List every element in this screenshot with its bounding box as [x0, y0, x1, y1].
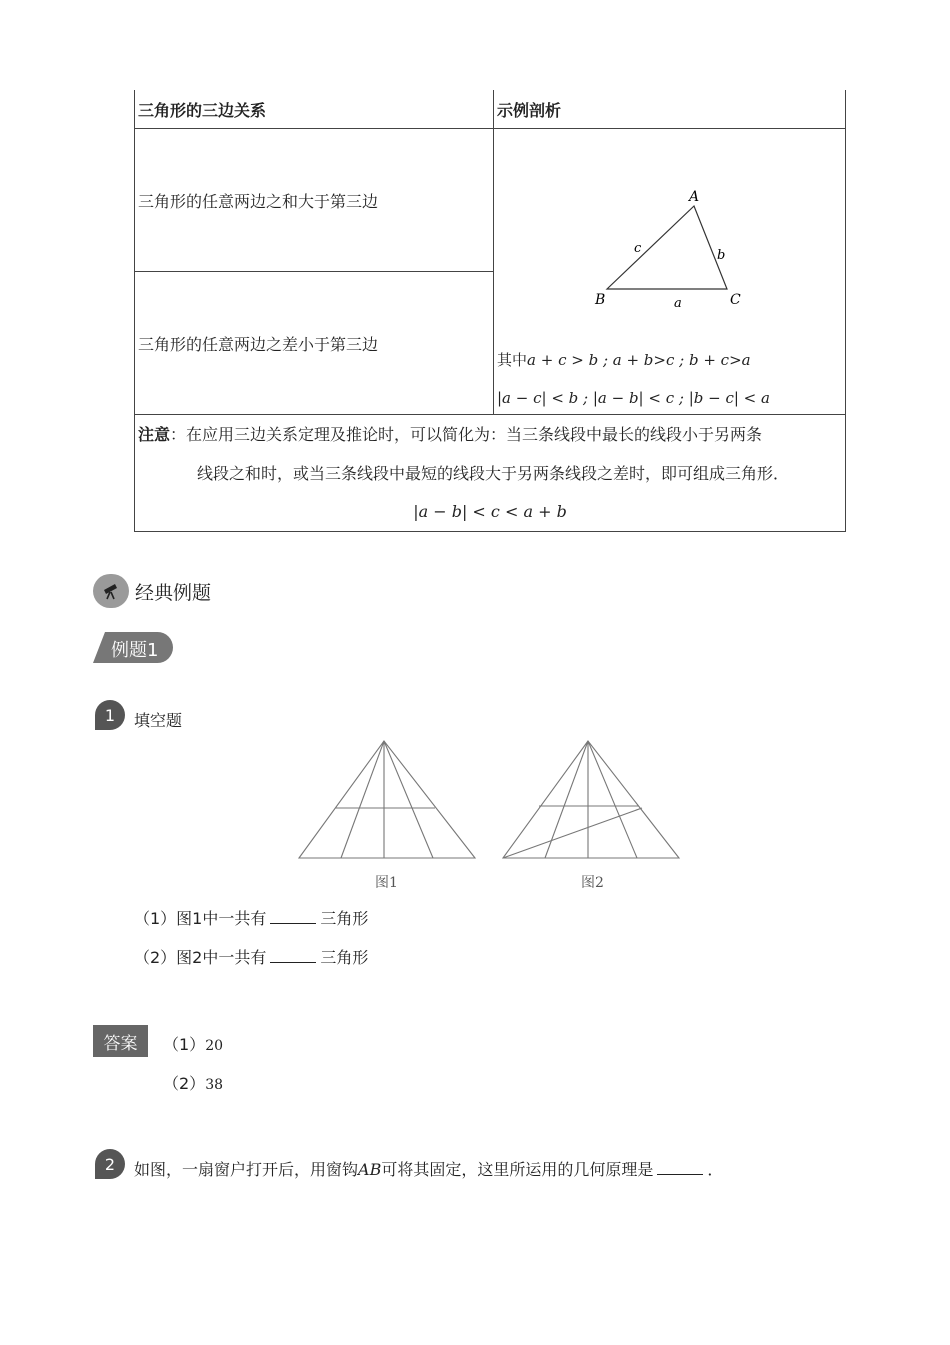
example-tag-text: 例题1 [111, 640, 159, 661]
note-text2: 线段之和时，或当三条线段中最短的线段大于另两条线段之差时，即可组成三角形． [197, 464, 790, 483]
header-right: 示例剖析 [494, 90, 846, 129]
answer-blank-q2[interactable] [657, 1160, 703, 1175]
note-formula: |a − b| < c < a + b [413, 502, 567, 521]
answer-blank-2[interactable] [270, 948, 316, 963]
label-c: c [634, 241, 642, 256]
question-1-number: 1 [95, 700, 125, 730]
figure-1-caption: 图1 [375, 875, 398, 888]
section-title-text: 经典例题 [135, 581, 212, 604]
question-2-text: 如图，一扇窗户打开后，用窗钩AB可将其固定，这里所运用的几何原理是 ． [134, 1160, 724, 1179]
question-2-number: 2 [95, 1149, 125, 1179]
section-title [93, 574, 211, 608]
header-left: 三角形的三边关系 [135, 90, 494, 129]
example-line2: |a − c| < b ; |a − b| < c ; |b − c| < a [497, 389, 770, 407]
sub-question-1: （1）图1中一共有 三角形 [134, 909, 369, 928]
row-sum-rule: 三角形的任意两边之和大于第三边 [135, 129, 494, 272]
answer-line-1: （1）20 [163, 1035, 224, 1054]
example-tag [93, 632, 173, 663]
telescope-icon [93, 574, 129, 608]
triangle-relation-table [134, 90, 846, 532]
example-line1: 其中a + c > b ; a + b>c ; b + c>a [497, 351, 751, 369]
note-text1: ：在应用三边关系定理及推论时，可以简化为：当三条线段中最长的线段小于另两条 [170, 425, 763, 444]
example-cell [494, 129, 846, 415]
label-C: C [730, 292, 741, 308]
question-1-type: 填空题 [134, 711, 183, 730]
label-B: B [595, 292, 606, 308]
note-label: 注意 [138, 425, 171, 444]
label-A: A [689, 189, 700, 205]
figures-1-2 [295, 738, 695, 888]
row-diff-rule: 三角形的任意两边之差小于第三边 [135, 272, 494, 415]
figure-2 [503, 741, 679, 858]
figure-2-caption: 图2 [581, 875, 604, 888]
answer-line-2: （2）38 [163, 1074, 224, 1093]
triangle-shape [607, 206, 727, 289]
figure-1 [299, 741, 475, 858]
answer-blank-1[interactable] [270, 909, 316, 924]
label-b: b [717, 248, 726, 263]
label-a: a [674, 296, 682, 311]
answer-tag: 答案 [93, 1025, 148, 1057]
sub-question-2: （2）图2中一共有 三角形 [134, 948, 369, 967]
note-cell [135, 415, 846, 532]
